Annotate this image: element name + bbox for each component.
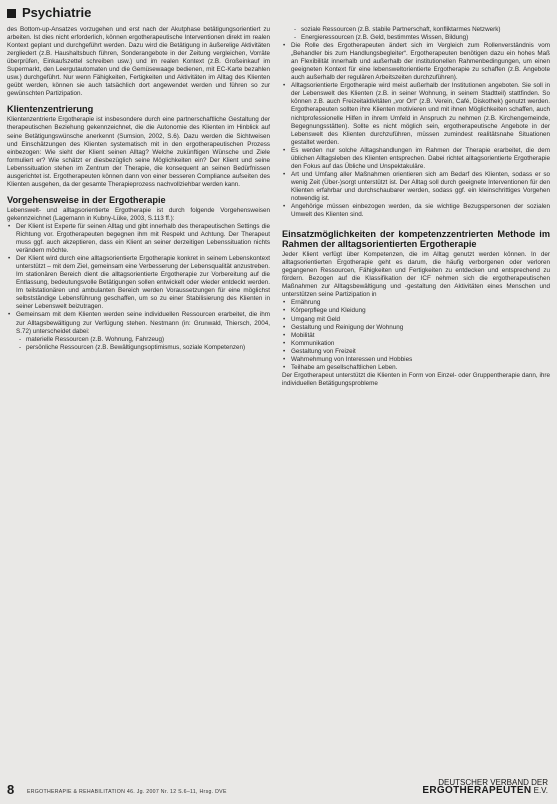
heading-einsatzmoeglichkeiten: Einsatzmöglichkeiten der kompetenzzentrierten Methode im Rahmen der alltagsorientierten Ergotherapie [282, 229, 550, 250]
list-item: • Kommunikation [282, 340, 550, 348]
right-column [282, 26, 550, 388]
publisher-logo [422, 779, 548, 795]
list-item: • Der Klient wird durch eine alltagsorientierte Ergotherapie konkret in seinem Lebenskontext unterstützt – mit dem Ziel, gemeinsam eine Verbesserung der Lebensqualität anzustreben. Im stationären Bereich dient die alltagsorientierte Ergotherapie zur Vorbereitung auf die Entlassung, bedeutungsvolle Betätigungen sollen entwickelt oder wieder entdeckt werden. Im teilstationären und ambulanten Bereich werden Voraussetzungen für eine möglichst selbstständige Lebensführung geschaffen, um so zu einer Stabilisierung des Klienten in seiner Lebenswelt beizutragen. [7, 255, 270, 311]
list-item: - persönliche Ressourcen (z.B. Bewältigungsoptimismus, soziale Kompetenzen) [17, 344, 270, 352]
list-item: • Art und Umfang aller Maßnahmen orientieren sich am Bedarf des Klienten, sodass er so wenig Zeit (Über-)sorgt unterstützt ist. Der Alltag soll durch geeignete Interventionen für den Klienten erfahrbar und durchschaubarer werden, sodass ggf. ein kleinschrittiges Vorgehen notwendig ist. [282, 171, 550, 203]
icf-list [282, 299, 550, 371]
list-item: • Teilhabe am gesellschaftlichen Leben. [282, 364, 550, 372]
ressourcen-sublist [17, 336, 270, 352]
intro-paragraph: des Bottom-up-Ansatzes vorzugehen und erst nach der Akutphase betätigungsorientiert zu arbeiten. Ist dies nicht erforderlich, können ergotherapeutische Interventionen direkt im realen Kontext geplant und durchgeführt werden. Dazu wird die Betätigung in äußerelige Aktivitäten zergliedert (z.B. Haushaltsbuch führen, Sonderangebote in der Zeitung vergleichen, Vorräte überprüfen, Einkaufszettel schreiben usw.) und im realen Kontext (z.B. Großeinkauf im Supermarkt, den Leergutautomaten und die Gemüsewaage bedienen, mit EC-Karte bezahlen usw.) durchgeführt. Nur wenn Fähigkeiten, Fertigkeiten und Aktivitäten im Alltag des Klienten geübt werden, können sie auch tatsächlich dort angewendet werden und führen so zur gewünschten Partizipation. [7, 26, 270, 98]
vorgehensweise-paragraph: Lebenswelt- und alltagsorientierte Ergotherapie ist durch folgende Vorgehensweisen gekennzeichnet (Lagemann in Kubny-Lüke, 2003, S.113 ff.): [7, 206, 270, 222]
list-item: • Mobilität [282, 332, 550, 340]
list-item: • Ernährung [282, 299, 550, 307]
list-item: - soziale Ressourcen (z.B. stabile Partnerschaft, konfliktarmes Netzwerk) [292, 26, 550, 34]
list-item: • Gestaltung von Freizeit [282, 348, 550, 356]
left-column [7, 26, 270, 352]
list-item: • Wahrnehmung von Interessen und Hobbies [282, 356, 550, 364]
list-item: • Umgang mit Geld [282, 316, 550, 324]
list-item: • Gestaltung und Reinigung der Wohnung [282, 324, 550, 332]
list-item: • Die Rolle des Ergotherapeuten ändert sich im Vergleich zum Rollenverständnis vom „Behandler bis zum Handlungsbegleiter“. Ergotherapeuten benötigen dazu ein hohes Maß an Flexibilität innerhalb und außerhalb der institutionellen Rahmenbedingungen, um einen geeigneten Kontext für eine lebensweltorientierte Ergotherapie zu schaffen (z.B. Angebote auch außerhalb der regulären Arbeitszeiten durchzuführen). [282, 42, 550, 82]
vorgehensweise-list [7, 223, 270, 336]
list-item: • Gemeinsam mit dem Klienten werden seine individuellen Ressourcen erarbeitet, die ihm zur Alltagsbewältigung zur Verfügung stehen. Nestmann (in: Grunwald, Thiersch, 2004, S.72) unterscheidet dabei: [7, 311, 270, 335]
ressourcen-sublist-continued [292, 26, 550, 42]
page-number: 8 [7, 782, 15, 797]
journal-citation: ERGOTHERAPIE & REHABILITATION 46. Jg. 2007 Nr. 12 S.6–11, Hrsg. DVE [27, 789, 227, 795]
closing-paragraph: Der Ergotherapeut unterstützt die Klienten in Form von Einzel- oder Gruppentherapie dann, ihre individuellen Betätigungsprobleme [282, 371, 550, 387]
publisher-line-2: ERGOTHERAPEUTEN [422, 785, 532, 796]
einsatz-paragraph: Jeder Klient verfügt über Kompetenzen, die im Alltag genutzt werden können. In der alltagsorientierten Ergotherapie geht es darum, die häufig verborgenen oder verloren gegangenen Ressourcen, Fähigkeiten und Fertigkeiten zu entdecken und entsprechend zu fördern. Bezogen auf die Klassifikation der ICF nehmen sich die ergotherapeutischen Maßnahmen zur Alltagsbewältigung und -gestaltung den Aktivitäten eines Menschen und unterstützen seine Partizipation in [282, 251, 550, 299]
list-item: • Körperpflege und Kleidung [282, 307, 550, 315]
list-item: • Es werden nur solche Alltagshandlungen im Rahmen der Therapie erarbeitet, die dem üblichen Alltagsleben des Klienten entsprechen. Dabei richtet alltagsorientierte Ergotherapie den Fokus auf das Übliche und Unspektakuläre. [282, 147, 550, 171]
list-item: • Der Klient ist Experte für seinen Alltag und gibt innerhalb des therapeutischen Settings die Richtung vor. Ergotherapeuten begegnen ihm mit Respekt und Achtung. Der Therapeut muss ggf. auch akzeptieren, dass ein Klient an seiner derzeitigen Lebenssituation nichts verändern möchte. [7, 223, 270, 255]
klientenzentrierung-paragraph: Klientenzentrierte Ergotherapie ist insbesondere durch eine partnerschaftliche Gestaltung der therapeutischen Beziehung gekennzeichnet, die die Autonomie des Klienten im Hinblick auf seine Betätigungswünsche anerkennt (Sumsion, 2002, S.6). Dazu werden die Sichtweisen und Einschätzungen des Klienten systematisch mit in den ergotherapeutischen Prozess einbezogen: Wie sieht der Klient seinen Alltag? Welche zukünftigen Wünsche und Ziele formuliert er? Wie schätzt er diesbezüglich seine Möglichkeiten ein? Der Klient und seine Lebenssituation stehen im Zentrum der Therapie, die konsequent an seinen Bedürfnissen ausgerichtet ist. Ergotherapeuten können dann von einer besseren Compliance aufseiten des Klienten ausgehen, da der gesamte Therapieprozess nachvollziehbar werden kann. [7, 116, 270, 188]
list-item: • Alltagsorientierte Ergotherapie wird meist außerhalb der Institutionen angeboten. Sie soll in der Lebenswelt des Klienten (z.B. in seiner Wohnung, in seinem Stadtteil) stattfinden. So können z.B. auch Freizeitaktivitäten „vor Ort“ (z.B. Verein, Café, Diskothek) genutzt werden. Ergotherapeuten sollten ihre Klienten motivieren und mit ihnen Möglichkeiten schaffen, auch nichtprofessionelle Hilfen in ihrem Umfeld in Anspruch zu nehmen (z.B. Kirchengemeinde, Begegnungsstätten). Sollte es nicht möglich sein, ergotherapeutische Angebote in der Lebenswelt des Klienten durchzuführen, müssen zumindest realitätsnahe Situationen gestaltet werden. [282, 82, 550, 146]
page-header [7, 5, 552, 25]
publisher-suffix: E.V. [533, 786, 548, 795]
vorgehensweise-list-continued [282, 42, 550, 219]
page-footer [7, 778, 552, 802]
section-marker-square [7, 9, 16, 18]
list-item: - materielle Ressourcen (z.B. Wohnung, Fahrzeug) [17, 336, 270, 344]
heading-klientenzentrierung: Klientenzentrierung [7, 104, 94, 115]
list-item: • Angehörige müssen einbezogen werden, da sie wichtige Bezugspersonen der sozialen Umwelt des Klienten sind. [282, 203, 550, 219]
heading-vorgehensweise: Vorgehensweise in der Ergotherapie [7, 194, 166, 205]
section-title: Psychiatrie [22, 5, 92, 20]
list-item: - Energieressourcen (z.B. Geld, bestimmtes Wissen, Bildung) [292, 34, 550, 42]
publisher-line-1: DEUTSCHER VERBAND DER [438, 778, 548, 787]
